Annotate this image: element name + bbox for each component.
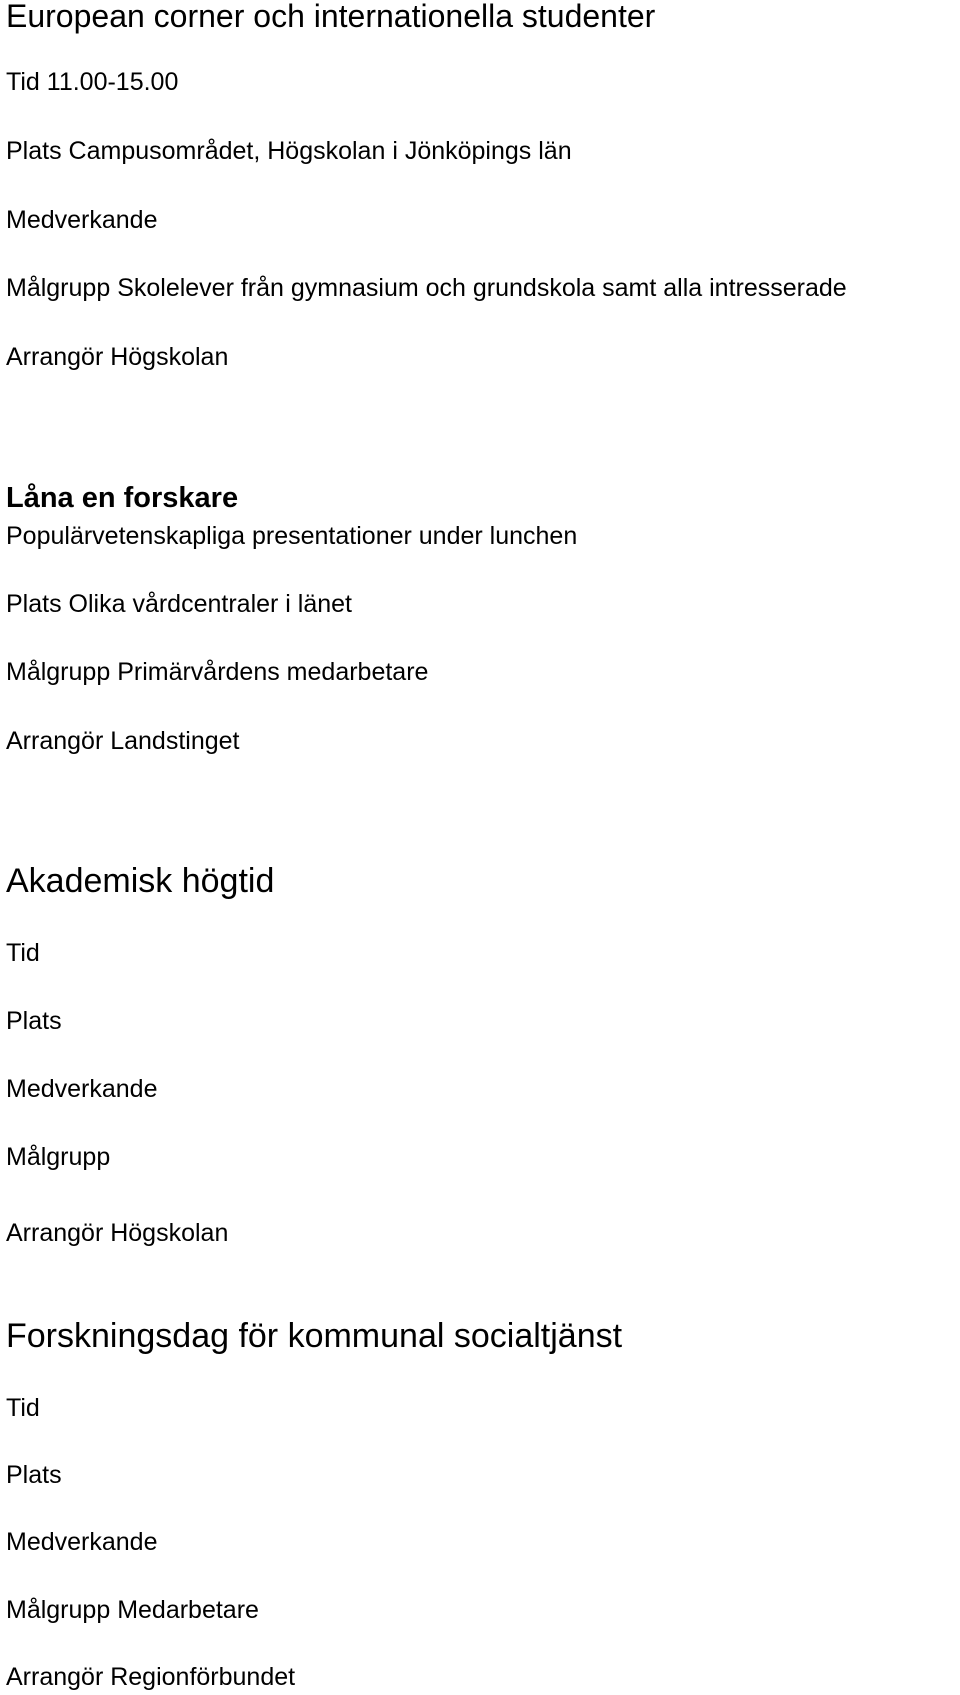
event-title: Akademisk högtid xyxy=(6,862,275,900)
field-label: Arrangör xyxy=(6,1219,104,1247)
event-field-organizer xyxy=(6,1662,295,1692)
field-value: Skolelever från gymnasium och grundskola samt alla intresserade xyxy=(117,274,847,302)
event-field-time xyxy=(6,938,40,968)
event-field-place xyxy=(6,589,352,619)
event-field-participants xyxy=(6,205,157,235)
field-value: Olika vårdcentraler i länet xyxy=(68,590,353,618)
field-label: Arrangör xyxy=(6,1663,104,1691)
event-field-audience xyxy=(6,1595,259,1625)
event-field-place xyxy=(6,1006,62,1036)
field-label: Medverkande xyxy=(6,206,158,234)
event-field-time xyxy=(6,1393,40,1423)
field-label: Arrangör xyxy=(6,727,104,755)
event-field-organizer xyxy=(6,1218,228,1248)
event-field-audience xyxy=(6,273,847,303)
field-label: Medverkande xyxy=(6,1075,158,1103)
event-field-organizer xyxy=(6,726,240,756)
event-title: Forskningsdag för kommunal socialtjänst xyxy=(6,1317,623,1355)
event-field-place xyxy=(6,136,572,166)
event-field-place xyxy=(6,1460,62,1490)
field-label: Plats xyxy=(6,590,62,618)
field-value: Campusområdet, Högskolan i Jönköpings län xyxy=(68,137,572,165)
field-label: Medverkande xyxy=(6,1528,158,1556)
field-value: Högskolan xyxy=(110,1219,229,1247)
event-title: European corner och internationella studenter xyxy=(6,0,656,34)
field-label: Tid xyxy=(6,939,40,967)
field-label: Arrangör xyxy=(6,343,104,371)
event-field-organizer xyxy=(6,342,228,372)
event-field-audience xyxy=(6,657,428,687)
field-value: 11.00-15.00 xyxy=(46,68,179,96)
field-label: Tid xyxy=(6,1394,40,1422)
field-value: Primärvårdens medarbetare xyxy=(117,658,429,686)
event-field-audience xyxy=(6,1142,110,1172)
field-label: Målgrupp xyxy=(6,1143,111,1171)
field-value: Regionförbundet xyxy=(110,1663,296,1691)
field-label: Målgrupp xyxy=(6,658,111,686)
event-subtitle: Populärvetenskapliga presentationer under lunchen xyxy=(6,522,578,550)
field-value: Medarbetare xyxy=(117,1596,259,1624)
field-label: Plats xyxy=(6,1007,62,1035)
field-label: Målgrupp xyxy=(6,1596,111,1624)
field-label: Tid xyxy=(6,68,40,96)
field-value: Landstinget xyxy=(110,727,240,755)
event-field-participants xyxy=(6,1074,157,1104)
event-field-time xyxy=(6,67,178,97)
field-label: Plats xyxy=(6,137,62,165)
field-value: Högskolan xyxy=(110,343,229,371)
field-label: Plats xyxy=(6,1461,62,1489)
field-label: Målgrupp xyxy=(6,274,111,302)
event-field-participants xyxy=(6,1527,157,1557)
event-title: Låna en forskare xyxy=(6,482,239,514)
